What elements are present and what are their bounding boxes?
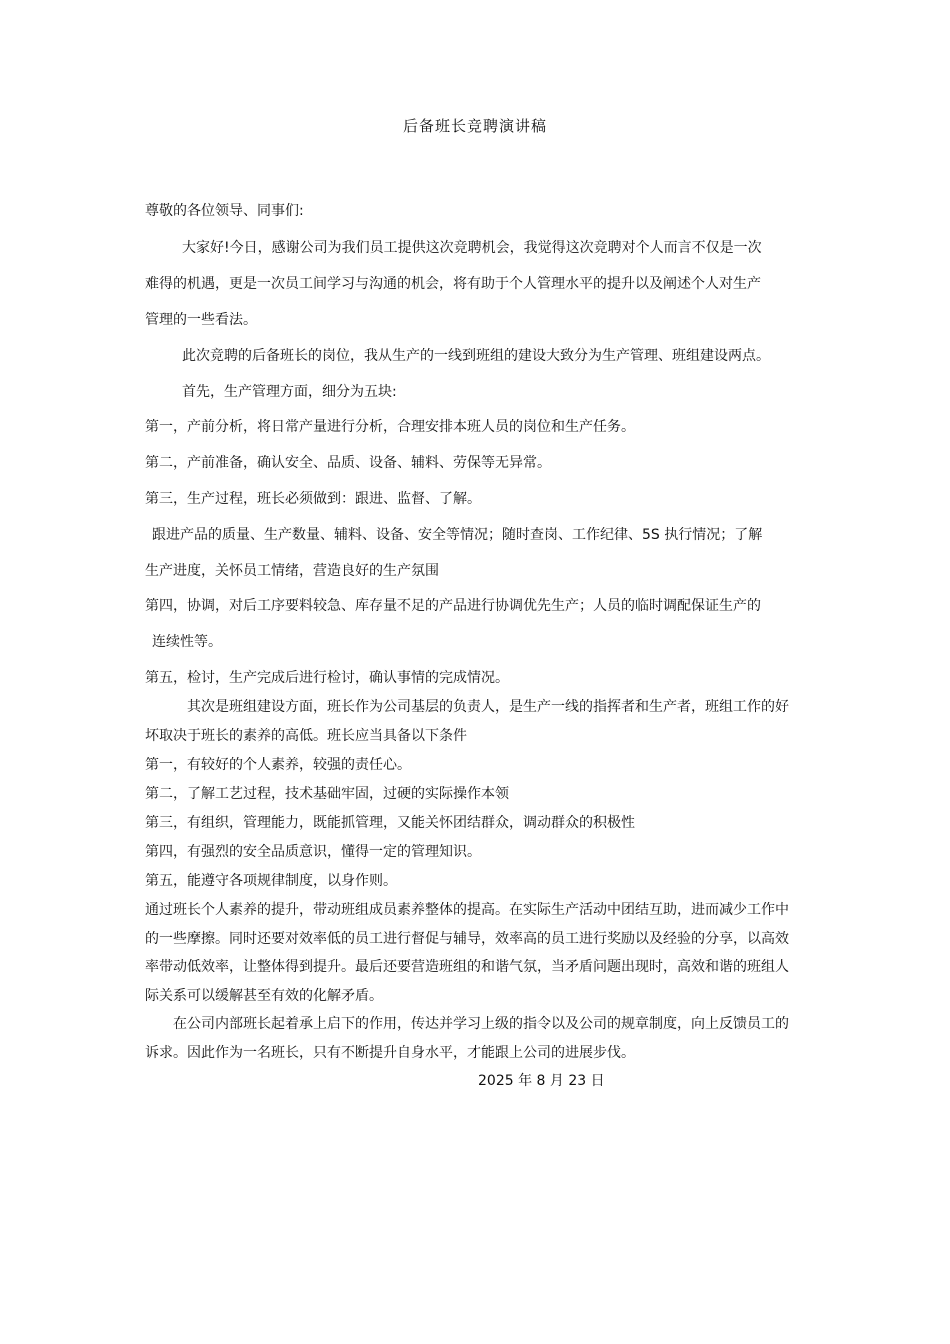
page-title: 后备班长竞聘演讲稿 <box>402 117 547 135</box>
production-item: 第一，产前分析，将日常产量进行分析，合理安排本班人员的岗位和生产任务。 <box>145 419 635 435</box>
production-item: 连续性等。 <box>152 634 222 650</box>
production-heading: 首先，生产管理方面，细分为五块: <box>182 384 397 400</box>
closing-line: 诉求。因此作为一名班长，只有不断提升自身水平，才能跟上公司的进展步伐。 <box>145 1045 635 1061</box>
production-item: 第二，产前准备，确认安全、品质、设备、辅料、劳保等无异常。 <box>145 455 551 471</box>
condition-item: 第二，了解工艺过程，技术基础牢固，过硬的实际操作本领 <box>145 786 509 802</box>
condition-item: 第一，有较好的个人素养，较强的责任心。 <box>145 757 411 773</box>
intro-line: 大家好!今日，感谢公司为我们员工提供这次竞聘机会，我觉得这次竞聘对个人而言不仅是一次 <box>182 240 762 256</box>
position-intro: 此次竞聘的后备班长的岗位，我从生产的一线到班组的建设大致分为生产管理、班组建设两点。 <box>182 348 770 364</box>
summary-line: 的一些摩擦。同时还要对效率低的员工进行督促与辅导，效率高的员工进行奖励以及经验的分享，以高效 <box>145 931 789 947</box>
summary-line: 率带动低效率，让整体得到提升。最后还要营造班组的和谐气氛，当矛盾问题出现时，高效和谐的班组人 <box>145 959 789 975</box>
production-item: 第五，检讨，生产完成后进行检讨，确认事情的完成情况。 <box>145 670 509 686</box>
production-item: 第三，生产过程，班长必须做到：跟进、监督、了解。 <box>145 491 481 507</box>
closing-line: 在公司内部班长起着承上启下的作用，传达并学习上级的指令以及公司的规章制度，向上反馈员工的 <box>173 1016 789 1032</box>
intro-line: 难得的机遇，更是一次员工间学习与沟通的机会，将有助于个人管理水平的提升以及阐述个人对生产 <box>145 276 761 292</box>
greeting: 尊敬的各位领导、同事们: <box>145 203 304 219</box>
production-item: 跟进产品的质量、生产数量、辅料、设备、安全等情况；随时查岗、工作纪律、5S 执行情况；了解 <box>152 527 763 543</box>
document-date: 2025 年 8 月 23 日 <box>478 1073 605 1089</box>
team-intro-line: 坏取决于班长的素养的高低。班长应当具备以下条件 <box>145 728 467 744</box>
production-item: 生产进度，关怀员工情绪，营造良好的生产氛围 <box>145 563 439 579</box>
production-item: 第四，协调，对后工序要料较急、库存量不足的产品进行协调优先生产；人员的临时调配保证生产的 <box>145 598 761 614</box>
condition-item: 第五，能遵守各项规律制度，以身作则。 <box>145 873 397 889</box>
summary-line: 通过班长个人素养的提升，带动班组成员素养整体的提高。在实际生产活动中团结互助，进而减少工作中 <box>145 902 789 918</box>
condition-item: 第三，有组织，管理能力，既能抓管理，又能关怀团结群众，调动群众的积极性 <box>145 815 635 831</box>
summary-line: 际关系可以缓解甚至有效的化解矛盾。 <box>145 988 383 1004</box>
team-intro-line: 其次是班组建设方面，班长作为公司基层的负责人，是生产一线的指挥者和生产者，班组工作的好 <box>187 699 789 715</box>
intro-line: 管理的一些看法。 <box>145 312 257 328</box>
condition-item: 第四，有强烈的安全品质意识，懂得一定的管理知识。 <box>145 844 481 860</box>
